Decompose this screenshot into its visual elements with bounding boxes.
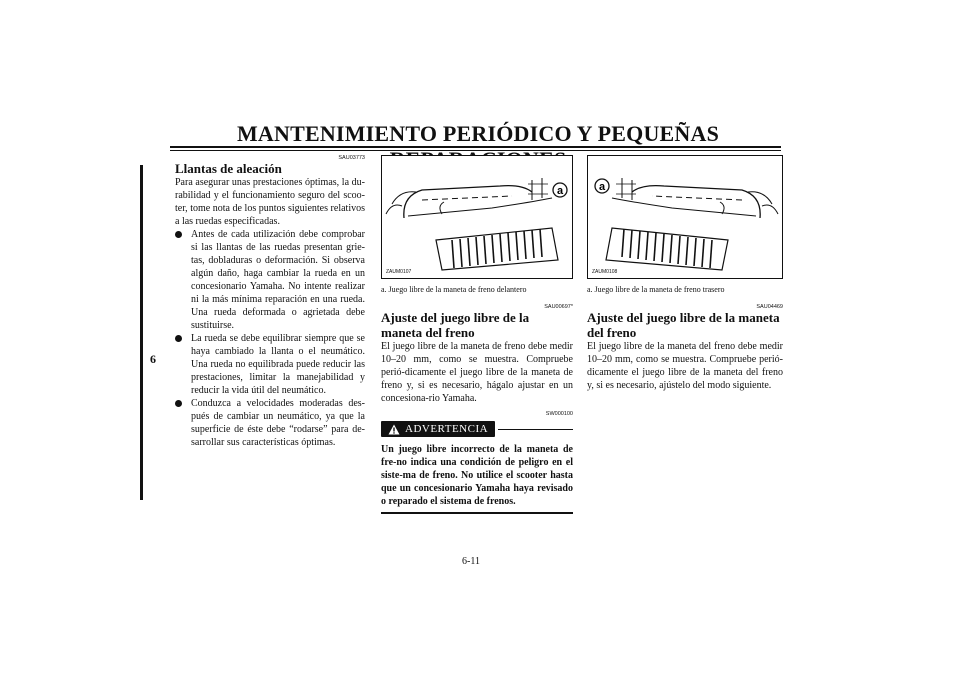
section-intro: Para asegurar unas prestaciones óptimas, la du-rabilidad y el funcionamiento seguro del scoo-ter, tome nota de los puntos siguientes relativos a las ruedas especificadas.	[175, 177, 365, 227]
handlebar-lever-illustration	[588, 156, 782, 278]
warning-label	[381, 421, 495, 437]
section-code: SAU03773	[338, 155, 365, 161]
rear-brake-lever-figure	[587, 155, 783, 279]
chapter-tab-bar	[140, 165, 143, 500]
front-brake-lever-figure	[381, 155, 573, 279]
section-body: El juego libre de la maneta de freno debe medir 10–20 mm, como se muestra. Compruebe perió-dicamente el juego libre de la maneta de freno y, si es necesario, hágalo ajustar en un concesiona-rio Yamaha.	[381, 341, 573, 404]
list-item	[175, 332, 365, 397]
bullet-icon	[175, 400, 182, 407]
figure-code: ZAUM0107	[386, 269, 412, 275]
bullet-list	[175, 228, 365, 449]
column-front-brake	[381, 155, 573, 514]
bullet-icon	[175, 231, 182, 238]
warning-header	[381, 421, 573, 437]
figure-callout-label: a	[556, 185, 564, 197]
list-item-text: Conduzca a velocidades moderadas des-pués de cambiar un neumático, ya que la superficie de éste debe “rodarse” para de-sarrollar sus características óptimas.	[191, 398, 365, 448]
warning-box	[381, 421, 573, 514]
warning-triangle-icon	[388, 424, 400, 435]
bullet-icon	[175, 335, 182, 342]
section-heading: Ajuste del juego libre de la maneta del freno	[381, 310, 530, 340]
header-rule-thin	[170, 150, 781, 151]
header-rule	[170, 146, 781, 148]
section-body: El juego libre de la maneta del freno debe medir 10–20 mm, como se muestra. Compruebe perió-dicamente el juego libre de la maneta del freno y, si es necesario, ajústelo del modo siguiente.	[587, 341, 783, 391]
section-code: SAU04469	[756, 304, 783, 310]
section-code: SAU00697*	[544, 304, 573, 310]
handlebar-lever-illustration	[382, 156, 572, 278]
list-item-text: La rueda se debe equilibrar siempre que se haya cambiado la llanta o el neumático. Una rueda no equilibrada puede reducir las prestaciones, limitar la manejabilidad y reducir la vida útil del neumático.	[191, 333, 365, 396]
figure-callout-label: a	[598, 181, 606, 193]
warning-header-rule	[498, 429, 573, 430]
section-heading: Llantas de aleación	[175, 161, 282, 176]
chapter-tab-number: 6	[150, 352, 156, 366]
warning-code: SW000100	[545, 411, 573, 417]
list-item-text: Antes de cada utilización debe comprobar si las llantas de las ruedas presentan grie-tas, dobladuras o deformación. Si observa algún daño, haga cambiar la rueda en un concesionario Yamaha. No intente realizar ni la más mínima reparación en una rueda. Una rueda deformada o agrietada debe sustituirse.	[191, 229, 365, 331]
page-header-title: MANTENIMIENTO PERIÓDICO Y PEQUEÑAS	[236, 121, 720, 146]
column-rear-brake	[587, 155, 783, 392]
warning-label-text: ADVERTENCIA	[405, 423, 489, 435]
figure-caption: a. Juego libre de la maneta de freno trasero	[587, 285, 725, 294]
warning-text: Un juego libre incorrecto de la maneta de fre-no indica una condición de peligro en el siste-ma de freno. No utilice el scooter hasta que un concesionario Yamaha haya revisado o reparado el sistema de frenos.	[381, 443, 573, 514]
list-item	[175, 397, 365, 449]
section-heading: Ajuste del juego libre de la maneta del freno	[587, 310, 780, 340]
page-number: 6-11	[462, 556, 480, 567]
list-item	[175, 228, 365, 332]
column-alloy-wheels	[175, 155, 365, 449]
figure-caption: a. Juego libre de la maneta de freno delantero	[381, 285, 527, 294]
figure-code: ZAUM0108	[592, 269, 618, 275]
